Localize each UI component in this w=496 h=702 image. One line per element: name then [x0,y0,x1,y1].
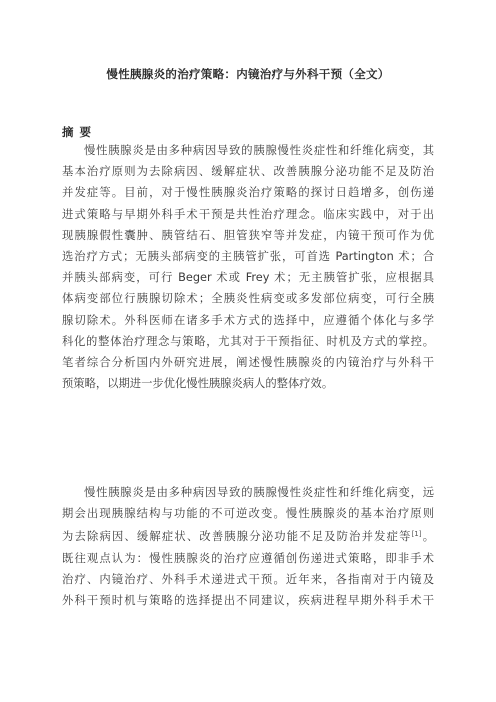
text-line: 基本治疗原则为去除病因、缓解症状、改善胰腺分泌功能不足及防治 [62,165,434,179]
abstract-heading: 摘要 [62,125,97,139]
abstract-paragraph [62,140,434,394]
text-line: 腺切除术。外科医师在诸多手术方式的选择中，应遵循个体化与多学 [62,313,434,327]
text-line-with-citation [62,524,434,547]
text-line: 外科干预时机与策略的选择提出不同建议，疾病进程早期外科手术干 [62,594,434,608]
document-title: 慢性胰腺炎的治疗策略：内镜治疗与外科干预（全文） [106,67,390,81]
body-paragraph [62,482,434,611]
text-line: 慢性胰腺炎是由多种病因导致的胰腺慢性炎症性和纤维化病变，远 [84,486,434,499]
text-line: 并胰头部病变，可行 Beger 术或 Frey 术；无主胰管扩张，应根据具 [62,271,434,285]
text-line: 期会出现胰腺结构与功能的不可逆改变。慢性胰腺炎的基本治疗原则 [62,507,434,521]
text-line: 治疗、内镜治疗、外科手术递进式干预。近年来，各指南对于内镜及 [62,572,434,586]
text-line: 既往观点认为：慢性胰腺炎的治疗应遵循创伤递进式策略，即非手术 [62,551,434,565]
text-line: 现胰腺假性囊肿、胰管结石、胆管狭窄等并发症，内镜干预可作为优 [62,228,434,242]
text-line: 慢性胰腺炎是由多种病因导致的胰腺慢性炎症性和纤维化病变，其 [84,144,434,157]
text-line: 并发症等。目前，对于慢性胰腺炎治疗策略的探讨日趋增多，创伤递 [62,186,434,200]
text-line: 预策略，以期进一步优化慢性胰腺炎病人的整体疗效。 [62,377,334,391]
text-line: 进式策略与早期外科手术干预是共性治疗理念。临床实践中，对于出 [62,207,434,221]
citation-reference[interactable]: [1] [411,530,422,539]
text-segment: 。 [421,530,434,544]
text-line: 体病变部位行胰腺切除术；全胰炎性病变或多发部位病变，可行全胰 [62,292,434,306]
text-line: 笔者综合分析国内外研究进展，阐述慢性胰腺炎的内镜治疗与外科干 [62,356,434,370]
text-segment: 为去除病因、缓解症状、改善胰腺分泌功能不足及防治并发症等 [62,530,412,544]
text-line: 选治疗方式；无胰头部病变的主胰管扩张，可首选 Partington 术；合 [62,250,434,264]
text-line: 科化的整体治疗理念与策略，尤其对于干预指征、时机及方式的掌控。 [62,334,434,348]
